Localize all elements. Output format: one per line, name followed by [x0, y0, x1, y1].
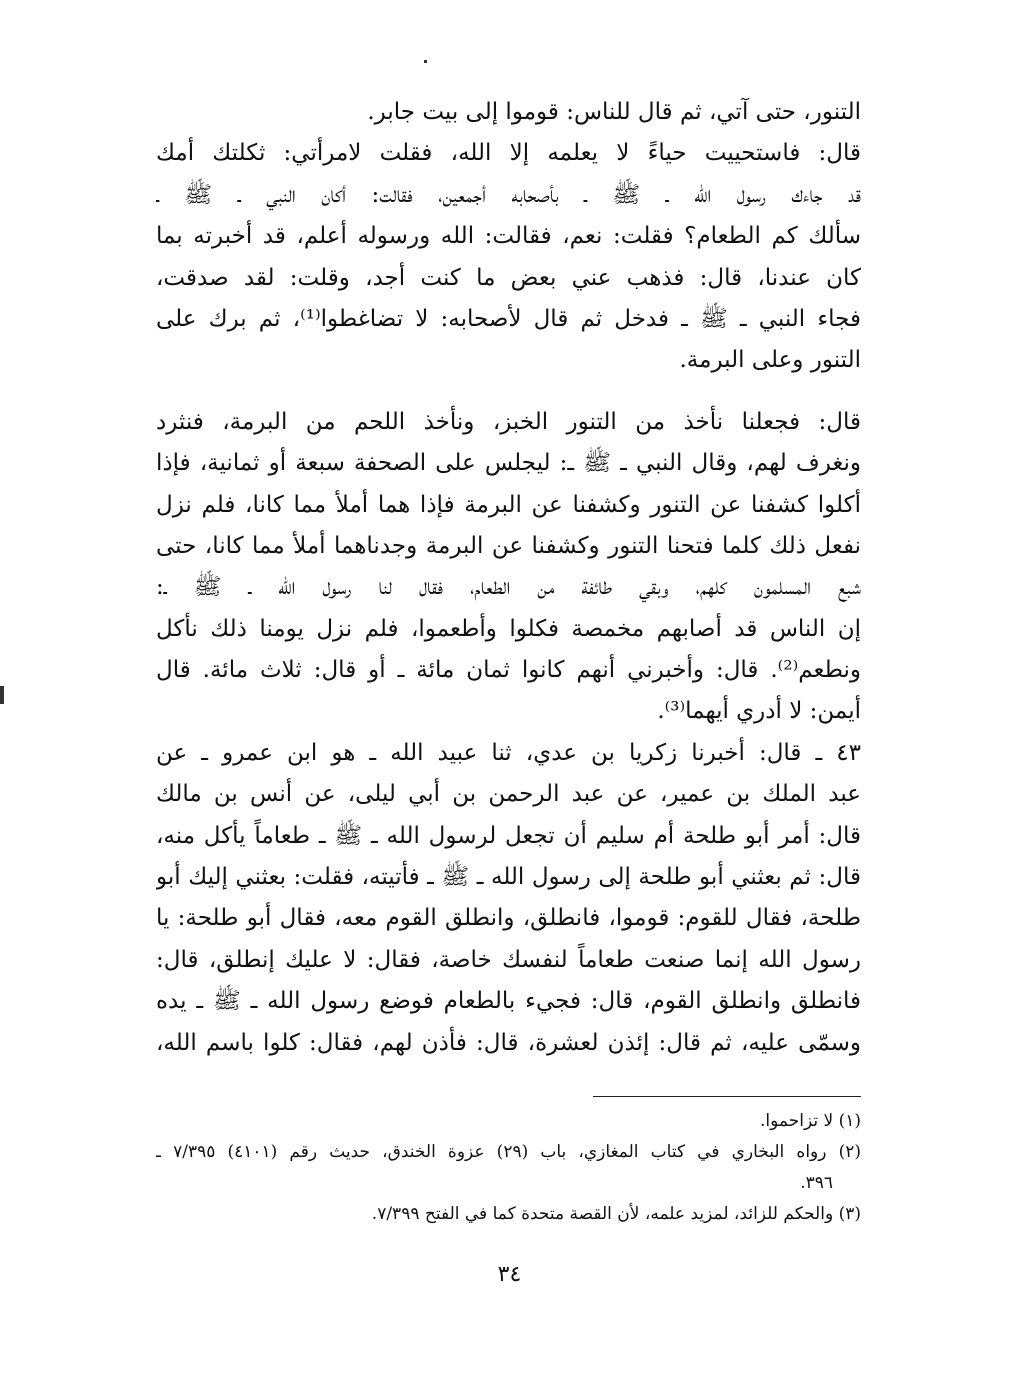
footnote: (٢) رواه البخاري في كتاب المغازي، باب (٢٩) عزوة الخندق، حديث رقم (٤١٠١) ٧/٣٩٥ ـ — [156, 1142, 861, 1162]
text-line: شبع المسلمون كلهم، وبقي طائفة من الطعام، فقال لنا رسول الله ـ ﷺ ـ: — [156, 574, 861, 601]
text-line: أكلوا كشفنا عن التنور وكشفنا عن البرمة فإذا هما أملأ مما كانا، فلم نزل — [156, 491, 861, 518]
text-line: قال: أمر أبو طلحة أم سليم أن تجعل لرسول الله ـ ﷺ ـ طعاماً يأكل منه، — [156, 822, 861, 849]
paragraph-gap — [156, 382, 861, 402]
footnote: (٣) والحكم للزائد، لمزيد علمه، لأن القصة متحدة كما في الفتح ٧/٣٩٩. — [371, 1204, 861, 1224]
footnote-continuation: ٣٩٦. — [800, 1173, 833, 1193]
scan-speck — [424, 60, 427, 63]
text-line: قال: فجعلنا نأخذ من التنور الخبز، ونأخذ اللحم من البرمة، فنثرد — [156, 408, 861, 435]
text-line: سألك كم الطعام؟ فقلت: نعم، فقالت: الله ورسوله أعلم، قد أخبرته بما — [156, 223, 861, 250]
text-line: قد جاءك رسول الله ـ ﷺ ـ بأصحابه أجمعين، فقالت: أكان النبي ـ ﷺ ـ — [156, 181, 861, 208]
text-line: التنور وعلى البرمة. — [679, 347, 861, 374]
text-line: فانطلق وانطلق القوم، قال: فجيء بالطعام فوضع رسول الله ـ ﷺ ـ يده — [156, 988, 861, 1015]
page-number: ٣٤ — [497, 1262, 522, 1287]
text-line: قال: ثم بعثني أبو طلحة إلى رسول الله ـ ﷺ ـ فأتيته، فقلت: بعثني إليك أبو — [156, 864, 861, 891]
text-line: نفعل ذلك كلما فتحنا التنور وكشفنا عن البرمة وجدناهما أملأ مما كانا، حتى — [156, 532, 861, 559]
scan-edge-mark — [0, 686, 4, 704]
text-line: قال: فاستحييت حياءً لا يعلمه إلا الله، فقلت لامرأتي: ثكلتك أمك — [156, 140, 861, 167]
text-line: ونغرف لهم، وقال النبي ـ ﷺ ـ: ليجلس على الصحفة سبعة أو ثمانية، فإذا — [156, 450, 861, 477]
text-line: رسول الله إنما صنعت طعاماً لنفسك خاصة، فقال: لا عليك إنطلق، قال: — [156, 946, 861, 973]
footnote: (١) لا تزاحموا. — [760, 1111, 861, 1131]
footnote-separator — [593, 1096, 861, 1097]
text-line: ونطعم⁽²⁾. قال: وأخبرني أنهم كانوا ثمان مائة ـ أو قال: ثلاث مائة. قال — [156, 657, 861, 684]
text-line: أيمن: لا أدري أيهما⁽³⁾. — [657, 698, 861, 725]
text-line: إن الناس قد أصابهم مخمصة فكلوا وأطعموا، فلم نزل يومنا ذلك نأكل — [156, 615, 861, 642]
text-line: وسمّى عليه، ثم قال: إئذن لعشرة، قال: فأذن لهم، فقال: كلوا باسم الله، — [156, 1029, 861, 1056]
text-line: عبد الملك بن عمير، عن عبد الرحمن بن أبي ليلى، عن أنس بن مالك — [156, 781, 861, 808]
text-line: فجاء النبي ـ ﷺ ـ فدخل ثم قال لأصحابه: لا تضاغطوا⁽¹⁾، ثم برك على — [156, 305, 861, 332]
text-line: ٤٣ ـ قال: أخبرنا زكريا بن عدي، ثنا عبيد الله ـ هو ابن عمرو ـ عن — [156, 739, 861, 766]
main-text — [156, 92, 861, 1064]
text-line: التنور، حتى آتي، ثم قال للناس: قوموا إلى بيت جابر. — [367, 99, 861, 125]
text-line: طلحة، فقال للقوم: قوموا، فانطلق، وانطلق القوم معه، فقال أبو طلحة: يا — [156, 905, 861, 932]
text-line: كان عندنا، قال: فذهب عني بعض ما كنت أجد، وقلت: لقد صدقت، — [156, 264, 861, 291]
footnotes — [156, 1106, 861, 1230]
